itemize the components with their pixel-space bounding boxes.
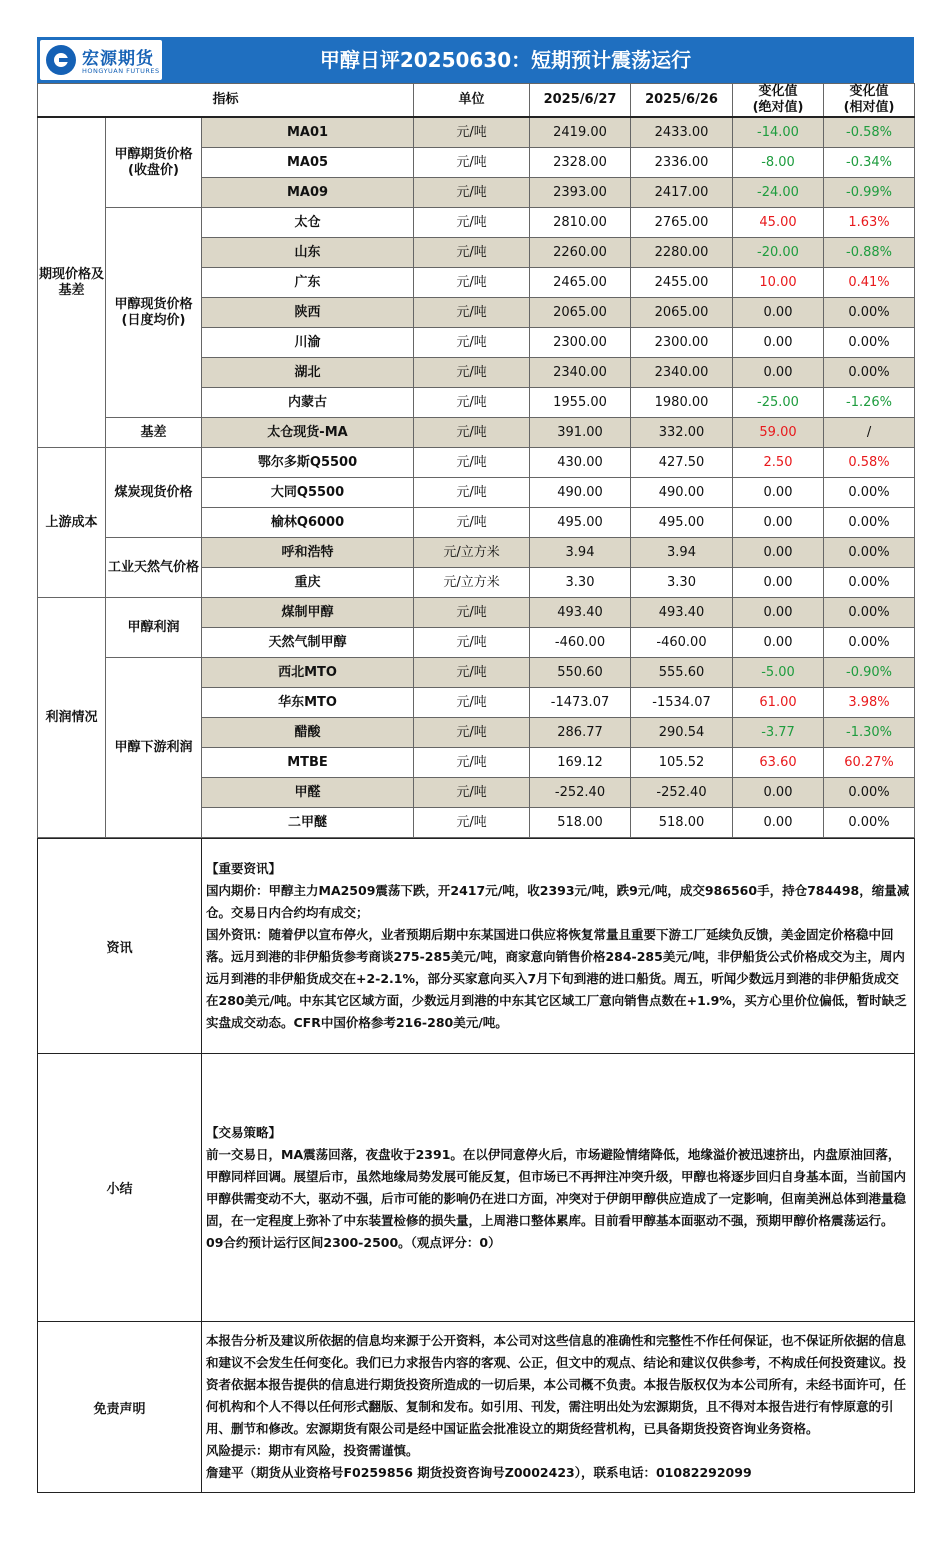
value-date1-cell: 2393.00 bbox=[530, 178, 631, 208]
unit-cell: 元/立方米 bbox=[414, 538, 530, 568]
abs-change-cell: 63.60 bbox=[733, 748, 824, 778]
value-date1-cell: 550.60 bbox=[530, 658, 631, 688]
summary-text: 前一交易日，MA震荡回落，夜盘收于2391。在以伊同意停火后，市场避险情绪降低，地缘溢价被迅速挤出，内盘原油回落，甲醇同样回调。展望后市，虽然地缘局势发展可能反复，但市场已不再押注冲突升级，甲醇也将逐步回归自身基本面，当前国内甲醇供需变动不大，驱动不强，后市可能的影响仍在进口方面，冲突对于伊朗甲醇供应造成了一定影响，但南美洲总体到港量稳固，在一定程度上弥补了中东装置检修的损失量，上周港口整体累库。目前看甲醇基本面驱动不强，预期甲醇价格震荡运行。09合约预计运行区间2300-2500。（观点评分：0） bbox=[206, 1146, 907, 1250]
abs-change-cell: 0.00 bbox=[733, 628, 824, 658]
value-date2-cell: 3.30 bbox=[631, 568, 733, 598]
report-sheet bbox=[37, 37, 914, 1493]
rel-change-cell: -0.34% bbox=[824, 148, 915, 178]
value-date1-cell: 286.77 bbox=[530, 718, 631, 748]
subcategory-methanol-profit: 甲醇利润 bbox=[106, 598, 202, 658]
abs-change-cell: 2.50 bbox=[733, 448, 824, 478]
value-date2-cell: 105.52 bbox=[631, 748, 733, 778]
value-date2-cell: 2765.00 bbox=[631, 208, 733, 238]
value-date1-cell: -252.40 bbox=[530, 778, 631, 808]
value-date2-cell: 2300.00 bbox=[631, 328, 733, 358]
rel-change-cell: 0.00% bbox=[824, 808, 915, 838]
rel-change-cell: -0.88% bbox=[824, 238, 915, 268]
rel-change-cell: -1.26% bbox=[824, 388, 915, 418]
summary-heading: 【交易策略】 bbox=[206, 1124, 282, 1140]
col-date1: 2025/6/27 bbox=[530, 84, 631, 118]
unit-cell: 元/吨 bbox=[414, 628, 530, 658]
abs-change-cell: -20.00 bbox=[733, 238, 824, 268]
indicator-name: 陕西 bbox=[202, 298, 414, 328]
table-row bbox=[38, 448, 915, 478]
indicator-name: 西北MTO bbox=[202, 658, 414, 688]
value-date1-cell: 490.00 bbox=[530, 478, 631, 508]
rel-change-cell: 0.00% bbox=[824, 358, 915, 388]
news-overseas: 国外资讯：随着伊以宣布停火，业者预期后期中东某国进口供应将恢复常量且重要下游工厂延续负反馈，美金固定价格稳中回落。远月到港的非伊船货参考商谈275-285美元/吨，商家意向销售价格284-285美元/吨，非伊船货公式价格成交为主，周内远月到港的非伊船货成交在+2-2.1%，部分买家意向买入7月下旬到港的进口船货。周五，听闻少数远月到港的非伊船货成交在280美元/吨。中东其它区域方面，少数远月到港的中东其它区域工厂意向销售点数在+1.9%，买方心里价位偏低，暂时缺乏实盘成交动态。CFR中国价格参考216-280美元/吨。 bbox=[206, 927, 907, 1030]
value-date2-cell: 427.50 bbox=[631, 448, 733, 478]
rel-change-cell: / bbox=[824, 418, 915, 448]
col-rel-change: 变化值 (相对值) bbox=[824, 84, 915, 118]
rel-change-cell: 0.00% bbox=[824, 778, 915, 808]
title-banner bbox=[37, 37, 914, 83]
header-row bbox=[38, 84, 915, 118]
value-date2-cell: -252.40 bbox=[631, 778, 733, 808]
indicator-name: 湖北 bbox=[202, 358, 414, 388]
table-row bbox=[38, 658, 915, 688]
indicator-name: 鄂尔多斯Q5500 bbox=[202, 448, 414, 478]
news-label: 资讯 bbox=[38, 839, 202, 1054]
unit-cell: 元/吨 bbox=[414, 778, 530, 808]
value-date2-cell: -1534.07 bbox=[631, 688, 733, 718]
disclaimer-text: 本报告分析及建议所依据的信息均来源于公开资料，本公司对这些信息的准确性和完整性不作任何保证，也不保证所依据的信息和建议不会发生任何变化。我们已力求报告内容的客观、公正，但文中的观点、结论和建议仅供参考，不构成任何投资建议。投资者依据本报告提供的信息进行期货投资所造成的一切后果，本公司概不负责。本报告版权仅为本公司所有，未经书面许可，任何机构和个人不得以任何形式翻版、复制和发布。如引用、刊发，需注明出处为宏源期货，且不得对本报告进行有悖原意的引用、删节和修改。宏源期货有限公司是经中国证监会批准设立的期货经营机构，已具备期货投资咨询业务资格。 bbox=[206, 1333, 907, 1436]
abs-change-cell: -8.00 bbox=[733, 148, 824, 178]
value-date1-cell: 3.94 bbox=[530, 538, 631, 568]
value-date2-cell: 2455.00 bbox=[631, 268, 733, 298]
abs-change-cell: 0.00 bbox=[733, 478, 824, 508]
abs-change-cell: 0.00 bbox=[733, 808, 824, 838]
subcategory-spot: 甲醇现货价格(日度均价) bbox=[106, 208, 202, 418]
unit-cell: 元/吨 bbox=[414, 418, 530, 448]
abs-change-cell: 0.00 bbox=[733, 298, 824, 328]
indicator-name: 山东 bbox=[202, 238, 414, 268]
unit-cell: 元/吨 bbox=[414, 117, 530, 148]
indicator-name: 太仓 bbox=[202, 208, 414, 238]
abs-change-cell: 61.00 bbox=[733, 688, 824, 718]
page-title: 甲醇日评20250630：短期预计震荡运行 bbox=[319, 48, 692, 72]
value-date2-cell: 555.60 bbox=[631, 658, 733, 688]
unit-cell: 元/吨 bbox=[414, 358, 530, 388]
indicator-name: 榆林Q6000 bbox=[202, 508, 414, 538]
value-date2-cell: 2417.00 bbox=[631, 178, 733, 208]
summary-body bbox=[202, 1054, 915, 1322]
indicator-name: 甲醛 bbox=[202, 778, 414, 808]
indicator-name: 重庆 bbox=[202, 568, 414, 598]
unit-cell: 元/立方米 bbox=[414, 568, 530, 598]
rel-change-cell: -1.30% bbox=[824, 718, 915, 748]
col-indicator: 指标 bbox=[38, 84, 414, 118]
value-date1-cell: 391.00 bbox=[530, 418, 631, 448]
value-date2-cell: 2336.00 bbox=[631, 148, 733, 178]
indicator-name: 醋酸 bbox=[202, 718, 414, 748]
value-date1-cell: 169.12 bbox=[530, 748, 631, 778]
unit-cell: 元/吨 bbox=[414, 178, 530, 208]
value-date1-cell: 2065.00 bbox=[530, 298, 631, 328]
col-abs-change: 变化值 (绝对值) bbox=[733, 84, 824, 118]
unit-cell: 元/吨 bbox=[414, 688, 530, 718]
rel-change-cell: 0.00% bbox=[824, 628, 915, 658]
value-date1-cell: -460.00 bbox=[530, 628, 631, 658]
rel-change-cell: 0.00% bbox=[824, 568, 915, 598]
value-date2-cell: 332.00 bbox=[631, 418, 733, 448]
table-row bbox=[38, 538, 915, 568]
indicator-name: MA09 bbox=[202, 178, 414, 208]
value-date2-cell: 2433.00 bbox=[631, 117, 733, 148]
table-row bbox=[38, 598, 915, 628]
value-date1-cell: 2419.00 bbox=[530, 117, 631, 148]
value-date1-cell: 430.00 bbox=[530, 448, 631, 478]
news-domestic: 国内期价：甲醇主力MA2509震荡下跌，开2417元/吨，收2393元/吨，跌9元/吨，成交986560手，持仓784498，缩量减仓。交易日内合约均有成交； bbox=[206, 883, 910, 920]
indicator-name: 天然气制甲醇 bbox=[202, 628, 414, 658]
indicator-name: 二甲醚 bbox=[202, 808, 414, 838]
unit-cell: 元/吨 bbox=[414, 238, 530, 268]
abs-change-cell: -5.00 bbox=[733, 658, 824, 688]
abs-change-cell: 0.00 bbox=[733, 538, 824, 568]
indicator-name: 呼和浩特 bbox=[202, 538, 414, 568]
unit-cell: 元/吨 bbox=[414, 718, 530, 748]
brand-name-en: HONGYUAN FUTURES bbox=[82, 67, 160, 75]
unit-cell: 元/吨 bbox=[414, 748, 530, 778]
col-unit: 单位 bbox=[414, 84, 530, 118]
news-row bbox=[38, 839, 915, 1054]
disclaimer-body bbox=[202, 1322, 915, 1493]
subcategory-futures: 甲醇期货价格(收盘价) bbox=[106, 117, 202, 208]
rel-change-cell: 1.63% bbox=[824, 208, 915, 238]
rel-change-cell: 0.00% bbox=[824, 478, 915, 508]
unit-cell: 元/吨 bbox=[414, 388, 530, 418]
value-date2-cell: 3.94 bbox=[631, 538, 733, 568]
value-date2-cell: -460.00 bbox=[631, 628, 733, 658]
indicator-name: 川渝 bbox=[202, 328, 414, 358]
unit-cell: 元/吨 bbox=[414, 268, 530, 298]
abs-change-cell: 0.00 bbox=[733, 358, 824, 388]
unit-cell: 元/吨 bbox=[414, 808, 530, 838]
value-date2-cell: 290.54 bbox=[631, 718, 733, 748]
value-date1-cell: 3.30 bbox=[530, 568, 631, 598]
subcategory-basis: 基差 bbox=[106, 418, 202, 448]
abs-change-cell: 45.00 bbox=[733, 208, 824, 238]
category-upstream-cost: 上游成本 bbox=[38, 448, 106, 598]
rel-change-cell: 60.27% bbox=[824, 748, 915, 778]
abs-change-cell: 0.00 bbox=[733, 778, 824, 808]
rel-change-cell: -0.99% bbox=[824, 178, 915, 208]
abs-change-cell: -14.00 bbox=[733, 117, 824, 148]
subcategory-gas: 工业天然气价格 bbox=[106, 538, 202, 598]
indicator-name: 内蒙古 bbox=[202, 388, 414, 418]
rel-change-cell: 0.00% bbox=[824, 508, 915, 538]
rel-change-cell: -0.90% bbox=[824, 658, 915, 688]
summary-row bbox=[38, 1054, 915, 1322]
value-date1-cell: 1955.00 bbox=[530, 388, 631, 418]
subcategory-coal: 煤炭现货价格 bbox=[106, 448, 202, 538]
unit-cell: 元/吨 bbox=[414, 208, 530, 238]
value-date2-cell: 490.00 bbox=[631, 478, 733, 508]
table-row bbox=[38, 208, 915, 238]
rel-change-cell: 0.00% bbox=[824, 538, 915, 568]
abs-change-cell: 10.00 bbox=[733, 268, 824, 298]
indicator-name: 广东 bbox=[202, 268, 414, 298]
value-date1-cell: 2340.00 bbox=[530, 358, 631, 388]
indicator-name: 华东MTO bbox=[202, 688, 414, 718]
value-date2-cell: 493.40 bbox=[631, 598, 733, 628]
value-date2-cell: 2340.00 bbox=[631, 358, 733, 388]
summary-label: 小结 bbox=[38, 1054, 202, 1322]
indicator-name: 大同Q5500 bbox=[202, 478, 414, 508]
rel-change-cell: 3.98% bbox=[824, 688, 915, 718]
value-date1-cell: 2260.00 bbox=[530, 238, 631, 268]
value-date2-cell: 2280.00 bbox=[631, 238, 733, 268]
commentary-table bbox=[37, 838, 915, 1493]
disclaimer-row bbox=[38, 1322, 915, 1493]
indicator-table bbox=[37, 83, 915, 838]
value-date2-cell: 518.00 bbox=[631, 808, 733, 838]
value-date2-cell: 1980.00 bbox=[631, 388, 733, 418]
rel-change-cell: -0.58% bbox=[824, 117, 915, 148]
unit-cell: 元/吨 bbox=[414, 328, 530, 358]
value-date1-cell: 518.00 bbox=[530, 808, 631, 838]
brand-name-cn: 宏源期货 bbox=[82, 49, 154, 69]
abs-change-cell: 59.00 bbox=[733, 418, 824, 448]
unit-cell: 元/吨 bbox=[414, 448, 530, 478]
value-date2-cell: 495.00 bbox=[631, 508, 733, 538]
unit-cell: 元/吨 bbox=[414, 508, 530, 538]
rel-change-cell: 0.41% bbox=[824, 268, 915, 298]
value-date1-cell: 2328.00 bbox=[530, 148, 631, 178]
value-date2-cell: 2065.00 bbox=[631, 298, 733, 328]
value-date1-cell: -1473.07 bbox=[530, 688, 631, 718]
value-date1-cell: 493.40 bbox=[530, 598, 631, 628]
unit-cell: 元/吨 bbox=[414, 298, 530, 328]
indicator-name: MTBE bbox=[202, 748, 414, 778]
value-date1-cell: 495.00 bbox=[530, 508, 631, 538]
abs-change-cell: -25.00 bbox=[733, 388, 824, 418]
table-row bbox=[38, 418, 915, 448]
col-date2: 2025/6/26 bbox=[631, 84, 733, 118]
indicator-name: 煤制甲醇 bbox=[202, 598, 414, 628]
indicator-name: 太仓现货-MA bbox=[202, 418, 414, 448]
risk-notice: 风险提示：期市有风险，投资需谨慎。 bbox=[206, 1443, 419, 1458]
disclaimer-label: 免责声明 bbox=[38, 1322, 202, 1493]
value-date1-cell: 2810.00 bbox=[530, 208, 631, 238]
rel-change-cell: 0.58% bbox=[824, 448, 915, 478]
unit-cell: 元/吨 bbox=[414, 658, 530, 688]
abs-change-cell: -3.77 bbox=[733, 718, 824, 748]
rel-change-cell: 0.00% bbox=[824, 328, 915, 358]
unit-cell: 元/吨 bbox=[414, 478, 530, 508]
subcategory-downstream-profit: 甲醇下游利润 bbox=[106, 658, 202, 838]
category-profit: 利润情况 bbox=[38, 598, 106, 838]
unit-cell: 元/吨 bbox=[414, 598, 530, 628]
abs-change-cell: 0.00 bbox=[733, 328, 824, 358]
abs-change-cell: 0.00 bbox=[733, 598, 824, 628]
abs-change-cell: 0.00 bbox=[733, 568, 824, 598]
indicator-name: MA05 bbox=[202, 148, 414, 178]
author-info: 詹建平（期货从业资格号F0259856 期货投资咨询号Z0002423），联系电话：01082292099 bbox=[206, 1465, 752, 1480]
category-price-basis: 期现价格及基差 bbox=[38, 117, 106, 448]
abs-change-cell: 0.00 bbox=[733, 508, 824, 538]
abs-change-cell: -24.00 bbox=[733, 178, 824, 208]
unit-cell: 元/吨 bbox=[414, 148, 530, 178]
news-heading: 【重要资讯】 bbox=[206, 861, 282, 876]
table-row bbox=[38, 117, 915, 148]
news-body bbox=[202, 839, 915, 1054]
value-date1-cell: 2465.00 bbox=[530, 268, 631, 298]
rel-change-cell: 0.00% bbox=[824, 598, 915, 628]
indicator-name: MA01 bbox=[202, 117, 414, 148]
value-date1-cell: 2300.00 bbox=[530, 328, 631, 358]
rel-change-cell: 0.00% bbox=[824, 298, 915, 328]
